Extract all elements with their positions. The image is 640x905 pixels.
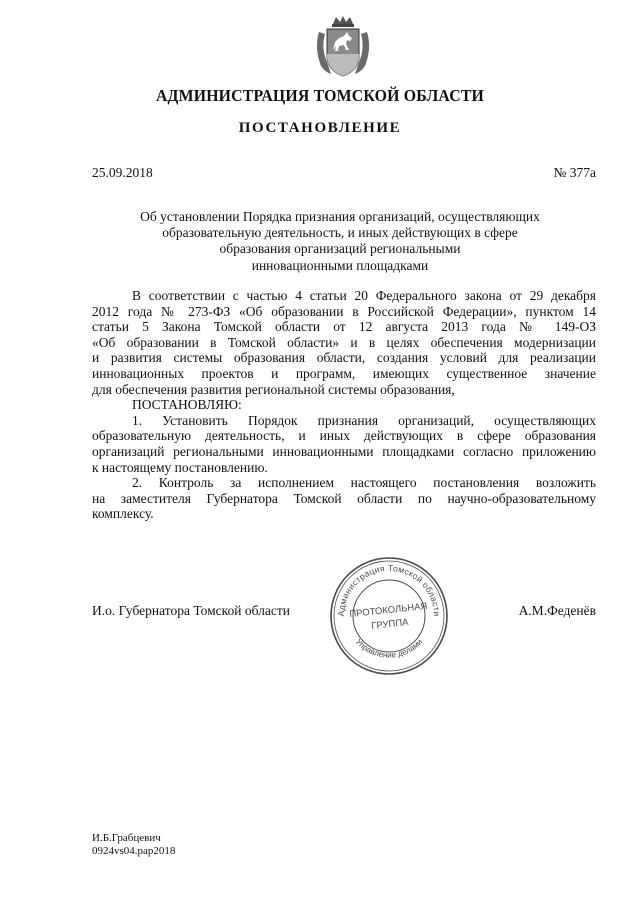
item-2-line: на заместителя Губернатора Томской области по научно-образовательному (92, 490, 596, 506)
item-1-line: организаций региональными инновационными площадками согласно приложению (92, 443, 596, 459)
executor-name: И.Б.Грабцевич (92, 832, 161, 844)
preamble-line: «Об образовании в Томской области» и в целях обеспечения модернизации (92, 334, 596, 350)
document-subject (100, 209, 580, 274)
subject-line: образования организаций региональными (219, 241, 461, 257)
stamp-center-line-1: ПРОТОКОЛЬНАЯ (348, 600, 428, 621)
subject-line: Об установлении Порядка признания организаций, осуществляющих (140, 209, 540, 224)
item-2-line: комплексу. (92, 506, 154, 522)
preamble-line: статьи 5 Закона Томской области от 12 августа 2013 года № 149-ОЗ (92, 319, 596, 335)
signer-title: И.о. Губернатора Томской области (92, 603, 290, 618)
item-1-line: 1. Установить Порядок признания организаций, осуществляющих (132, 412, 596, 428)
preamble-line: для обеспечения развития региональной системы образования, (92, 381, 455, 397)
item-2-line: 2. Контроль за исполнением настоящего постановления возложить (132, 475, 596, 491)
document-date: 25.09.2018 (92, 165, 153, 180)
stamp-ring-text: Администрация Томской области (335, 562, 443, 617)
coat-of-arms-emblem (311, 14, 375, 80)
subject-line: образовательную деятельность, и иных действующих в сфере (162, 225, 518, 241)
preamble-line: и развития системы образования области, создания условий для реализации (92, 350, 596, 366)
resolve-word: ПОСТАНОВЛЯЮ: (132, 397, 242, 413)
signer-name: А.М.Феденёв (518, 603, 596, 618)
preamble-line: 2012 года № 273-ФЗ «Об образовании в Российской Федерации», пунктом 14 (92, 303, 596, 319)
document-body (92, 288, 596, 522)
preamble-line: В соответствии с частью 4 статьи 20 Федерального закона от 29 декабря (132, 288, 596, 303)
executor-block (92, 832, 175, 858)
preamble-line: инновационных проектов и программ, имеющих существенное значение (92, 365, 596, 381)
document-type: ПОСТАНОВЛЕНИЕ (238, 120, 402, 136)
document-number: № 377а (553, 165, 596, 180)
executor-file: 0924vs04.pap2018 (92, 845, 176, 857)
stamp-center-line-2: ГРУППА (370, 617, 410, 632)
stamp-ring-text-bottom: Управление делами (353, 637, 425, 660)
organization-title: АДМИНИСТРАЦИЯ ТОМСКОЙ ОБЛАСТИ (155, 86, 485, 105)
official-stamp (328, 555, 450, 677)
subject-line: инновационными площадками (251, 257, 429, 273)
item-1-line: образовательную деятельность, и иных действующих в сфере образования (92, 428, 596, 444)
svg-text:Управление делами (354, 637, 424, 659)
item-1-line: к настоящему постановлению. (92, 459, 268, 475)
